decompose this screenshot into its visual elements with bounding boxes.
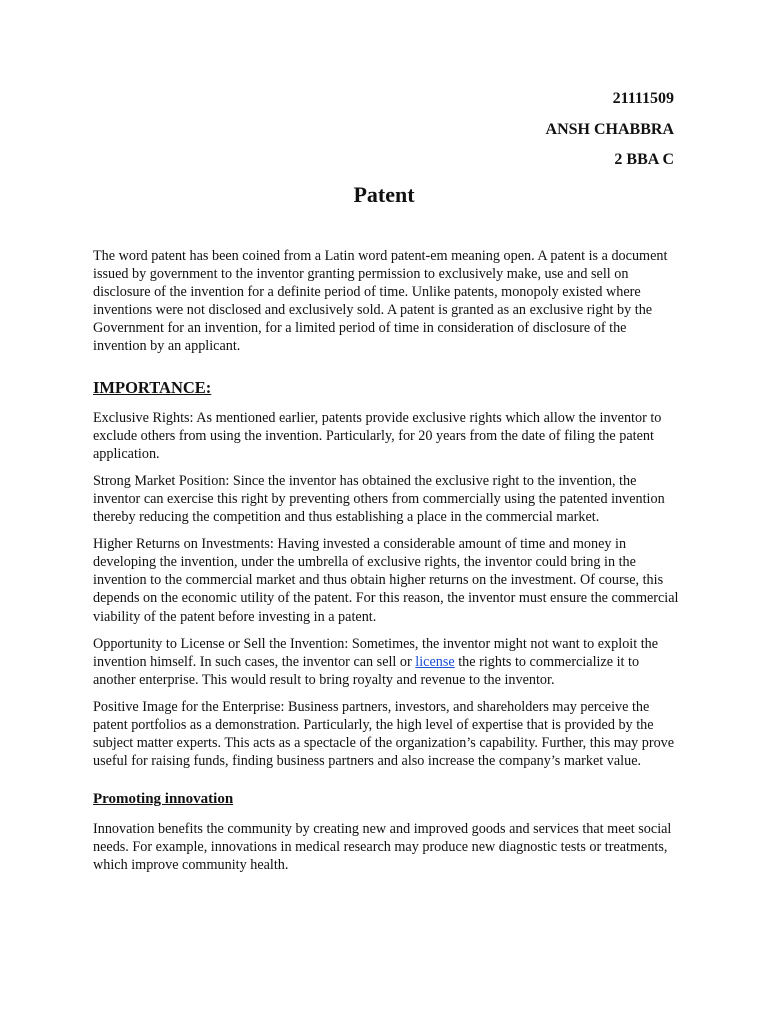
license-link[interactable]: license — [415, 653, 455, 670]
document-body — [93, 247, 683, 884]
student-name: ANSH CHABBRA — [545, 121, 674, 138]
higher-returns-paragraph: Higher Returns on Investments: Having invested a considerable amount of time and money in developing the invention, under the umbrella of exclusive rights, the inventor could bring in the invention to the commercial market and thus obtain higher returns on the investment. Of course, this depends on the economic utility of the patent. For this reason, the inventor must ensure the commercial viability of the patent before investing in a patent. — [93, 536, 679, 625]
innovation-paragraph: Innovation benefits the community by creating new and improved goods and services that meet social needs. For example, innovations in medical research may produce new diagnostic tests or treatments, which improve community health. — [93, 821, 672, 874]
innovation-heading: Promoting innovation — [93, 791, 234, 808]
exclusive-rights-paragraph: Exclusive Rights: As mentioned earlier, patents provide exclusive rights which allow the inventor to exclude others from using the invention. Particularly, for 20 years from the date of filing the patent application. — [93, 409, 662, 462]
student-class: 2 BBA C — [614, 151, 674, 168]
document-title: Patent — [353, 182, 415, 207]
positive-image-paragraph: Positive Image for the Enterprise: Business partners, investors, and shareholders may perceive the patent portfolios as a demonstration. Particularly, the high level of expertise that is provided by the subject matter experts. This acts as a spectacle of the organization’s capability. Further, this may prove useful for raising funds, finding business partners and also increase the company’s market value. — [93, 698, 675, 770]
market-position-paragraph: Strong Market Position: Since the inventor has obtained the exclusive right to the invention, the inventor can exercise this right by preventing others from commercially using the patented invention thereby reducing the competition and thus establishing a place in the commercial market. — [93, 472, 665, 526]
license-paragraph — [93, 635, 683, 689]
importance-heading: IMPORTANCE: — [93, 377, 212, 397]
license-text-after: the rights to commercialize it to another enterprise. This would result to bring royalty and revenue to the inventor. — [93, 653, 640, 688]
intro-paragraph: The word patent has been coined from a Latin word patent-em meaning open. A patent is a document issued by government to the inventor granting permission to exclusively make, use and sell on disclosure of the invention for a definite period of time. Unlike patents, monopoly existed where inventions were not disclosed and exclusively sold. A patent is granted as an exclusive right by the Government for an invention, for a limited period of time in consideration of disclosure of the invention by an applicant. — [93, 248, 668, 355]
student-id: 21111509 — [612, 90, 674, 107]
license-text-before: Opportunity to License or Sell the Invention: Sometimes, the inventor might not want to exploit the invention himself. In such cases, the inventor can sell or — [93, 635, 659, 670]
